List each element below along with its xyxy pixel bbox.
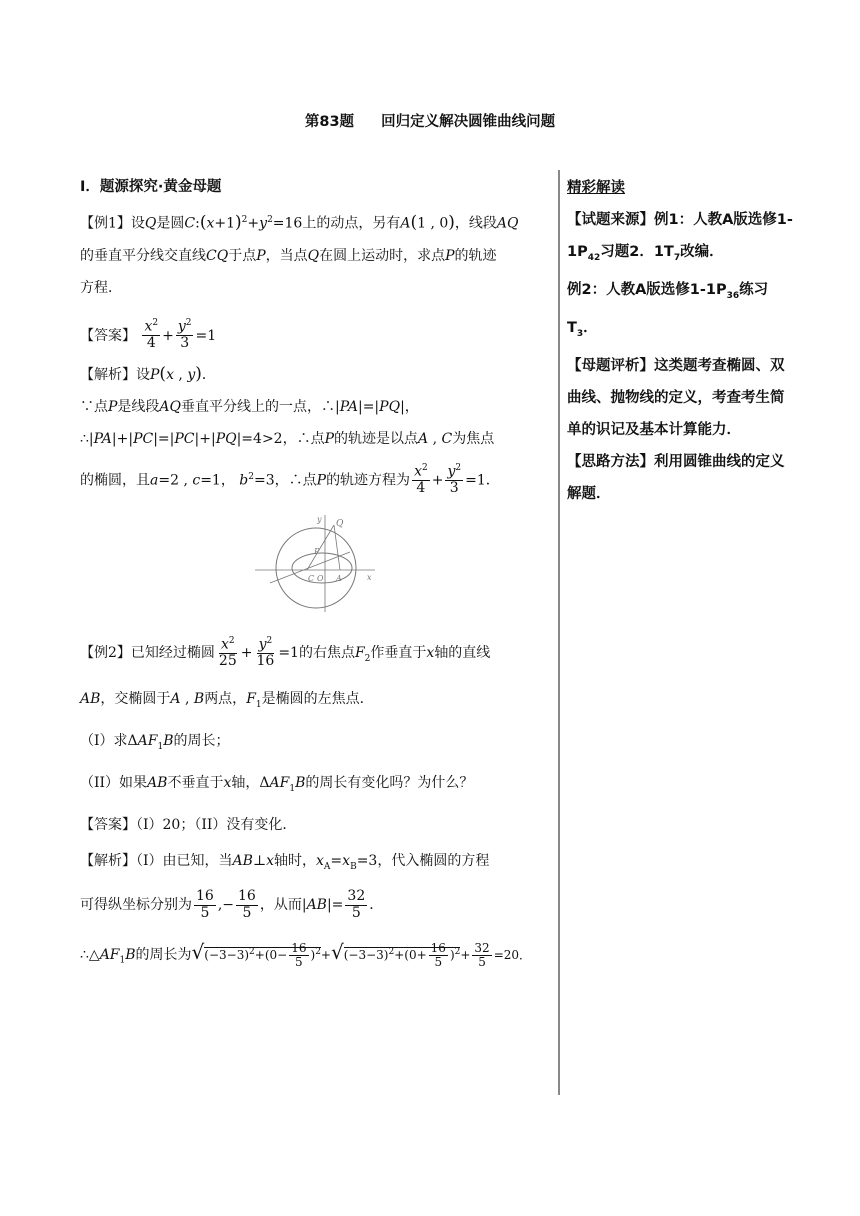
ex2-line1: 【例2】已知经过椭圆 $\frac{x^2}{25}$ + $\frac{y^2}{16}$ =1的右焦点$F_2$作垂直于x轴的直线 bbox=[80, 636, 491, 670]
text: 的轨迹是以点 bbox=[334, 430, 419, 447]
text: （I）由已知，当 bbox=[136, 852, 233, 869]
ex1-sol2: ∵点P是线段AQ垂直平分线上的一点，∴|PA|=|PQ|， bbox=[80, 398, 419, 415]
text: 两点， bbox=[204, 691, 247, 708]
text: （II）如果 bbox=[80, 774, 148, 791]
problem-title: 回归定义解决圆锥曲线问题 bbox=[381, 114, 556, 130]
answer-text: （I）20；（II）没有变化． bbox=[136, 816, 297, 833]
problem-number: 第83题 bbox=[304, 114, 355, 130]
ex1-sol3: ∴|PA|+|PC|=|PC|+|PQ|=4>2，∴点P的轨迹是以点A , C为焦点 bbox=[80, 430, 495, 447]
text: 轴， bbox=[231, 774, 260, 791]
text: 上的动点，另有 bbox=[302, 215, 401, 232]
label-o: O bbox=[317, 574, 324, 584]
label-a: A bbox=[336, 574, 342, 584]
ex1-line1: 【例1】设Q是圆$C:(x+1)^2+y^2=16$上的动点，另有A(1 , 0)，线段AQ bbox=[80, 212, 519, 233]
ex2-q2: （II）如果AB不垂直于x轴，$\Delta AF_1B$的周长有变化吗？为什么？ bbox=[80, 774, 474, 794]
label-x: x bbox=[367, 573, 372, 583]
ex1-line2: 的垂直平分线交直线CQ于点P，当点Q在圆上运动时，求点P的轨迹 bbox=[80, 247, 497, 264]
text: ，代入椭圆的方程 bbox=[377, 852, 490, 869]
text: 的轨迹 bbox=[454, 247, 497, 264]
label-q: Q bbox=[336, 519, 344, 530]
text: ∴ bbox=[80, 430, 89, 447]
main-column bbox=[80, 170, 552, 985]
side-method: 【思路方法】利用圆锥曲线的定义解题． bbox=[567, 453, 785, 502]
ex1-sol4: 的椭圆，且a=2 , c=1， $b^2=3$，∴点P的轨迹方程为 $\frac{x^2}{4}$ + $\frac{y^2}{3}$ =1． bbox=[80, 463, 500, 497]
text: ，交椭圆于 bbox=[100, 691, 171, 708]
text: 的椭圆，且 bbox=[80, 472, 150, 489]
text: 在圆上运动时，求点 bbox=[319, 247, 446, 264]
text: （I）求 bbox=[80, 732, 128, 749]
text: 是线段 bbox=[117, 398, 160, 415]
ex2-sol3: $\therefore\triangle AF_1B$的周长为$√(-3-3)^2+(0-$ $\frac{16}{5}$ )$^2+√(-3-3)^2+(0+$ $\frac{16}{5}$ )$^2$+ $\frac{32}{5}$ =20． bbox=[80, 940, 532, 970]
text: ． bbox=[583, 319, 598, 336]
ex2-sol1: 【解析】（I）由已知，当AB⊥x轴时，$x_A=x_B=3$，代入椭圆的方程 bbox=[80, 852, 490, 872]
column-divider bbox=[558, 170, 560, 1095]
text: 【试题来源】例1：人教A版选修1-1P bbox=[567, 212, 793, 260]
text: 的右焦点 bbox=[298, 645, 355, 662]
ex1-sol1: 【解析】设P(x , y)． bbox=[80, 363, 216, 384]
ex2-tag: 【例2】 bbox=[80, 645, 131, 662]
text: ，当点 bbox=[265, 247, 308, 264]
line-qa bbox=[334, 525, 340, 570]
side-source2 bbox=[567, 274, 797, 350]
solution-tag: 【解析】 bbox=[80, 366, 136, 383]
text: 作垂直于 bbox=[370, 645, 427, 662]
ex1-answer: 【答案】 $\frac{x^2}{4}$ + $\frac{y^2}{3}$ =1 bbox=[80, 318, 217, 352]
label-c: C bbox=[308, 574, 315, 584]
text: 36 bbox=[726, 290, 740, 301]
text: 轴时， bbox=[274, 852, 317, 869]
text: 的周长为 bbox=[135, 947, 192, 964]
label-p: P bbox=[314, 547, 320, 557]
ellipse-diagram bbox=[250, 510, 380, 615]
text: 为焦点 bbox=[452, 430, 495, 447]
ex2-line2: AB，交椭圆于A , B两点，$F_1$是椭圆的左焦点． bbox=[80, 691, 374, 710]
text: 3 bbox=[576, 328, 584, 339]
text: 改编． bbox=[680, 244, 724, 260]
section-heading: I．题源探究·黄金母题 bbox=[80, 179, 222, 195]
text: 7 bbox=[673, 252, 681, 263]
text: ∴△ bbox=[80, 947, 100, 964]
circle-c bbox=[276, 528, 356, 608]
ex2-q1: （I）求$\Delta AF_1B$的周长； bbox=[80, 732, 230, 752]
text: 于点 bbox=[228, 247, 257, 264]
text: 轴的直线 bbox=[434, 645, 491, 662]
answer-tag: 【答案】 bbox=[80, 327, 136, 344]
text: 是椭圆的左焦点． bbox=[261, 691, 374, 708]
text: 已知经过椭圆 bbox=[130, 645, 215, 662]
answer-tag: 【答案】 bbox=[80, 816, 136, 833]
text: 42 bbox=[587, 252, 601, 263]
solution-tag: 【解析】 bbox=[80, 852, 136, 869]
ex1-line3: 方程． bbox=[80, 279, 122, 296]
text: 的周长有变化吗？为什么？ bbox=[305, 774, 474, 791]
text: 是圆 bbox=[156, 215, 185, 232]
text: ，从而 bbox=[259, 897, 302, 914]
text: ，∴点 bbox=[282, 430, 325, 447]
ellipse-figure bbox=[250, 510, 552, 619]
page-title bbox=[0, 110, 860, 131]
side-source bbox=[567, 204, 797, 274]
side-heading: 精彩解读 bbox=[567, 180, 625, 196]
text: 例2：人教A版选修1-1P bbox=[567, 281, 727, 298]
ex2-answer bbox=[80, 809, 552, 841]
text: 设 bbox=[130, 215, 145, 232]
text: 垂直平分线上的一点，∴ bbox=[181, 398, 336, 415]
text: 的垂直平分线交直线 bbox=[80, 247, 206, 264]
text: 习题2．1T bbox=[600, 244, 674, 260]
text: ∵点 bbox=[80, 398, 108, 415]
text: 不垂直于 bbox=[167, 774, 224, 791]
text: 的轨迹方程为 bbox=[326, 472, 411, 489]
side-analysis: 【母题评析】这类题考查椭圆、双曲线、抛物线的定义，考查考生简单的识记及基本计算能力． bbox=[567, 357, 785, 438]
ex1-tag: 【例1】 bbox=[80, 215, 131, 232]
text: 的周长； bbox=[173, 732, 230, 749]
side-column bbox=[567, 172, 797, 510]
ex2-sol2: 可得纵坐标分别为 $\frac{16}{5}$ ,− $\frac{16}{5}$ ，从而|AB|= $\frac{32}{5}$ ． bbox=[80, 888, 384, 921]
text: 可得纵坐标分别为 bbox=[80, 897, 192, 914]
text: ，线段 bbox=[454, 215, 497, 232]
text: 练习T bbox=[567, 281, 769, 336]
text: ，∴点 bbox=[274, 472, 317, 489]
text: 设 bbox=[136, 366, 150, 383]
label-y: y bbox=[317, 515, 322, 525]
